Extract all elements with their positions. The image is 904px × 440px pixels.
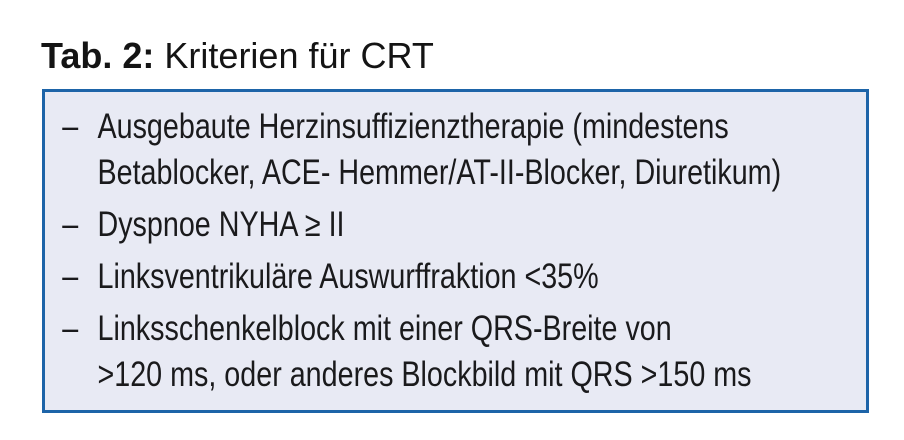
- item-line: Linksschenkelblock mit einer QRS-Breite von: [97, 309, 672, 348]
- item-line: Linksventrikuläre Auswurffraktion <35%: [97, 257, 599, 296]
- table-caption-number: Tab. 2:: [41, 35, 155, 76]
- list-item-text: [97, 202, 869, 248]
- item-line: Dyspnoe NYHA ≥ II: [97, 205, 345, 244]
- criteria-list: [45, 92, 869, 398]
- item-line: Betablocker, ACE- Hemmer/AT-II-Blocker, Diuretikum): [97, 153, 782, 192]
- item-line: >120 ms, oder anderes Blockbild mit QRS >150 ms: [97, 355, 752, 394]
- list-item-text: [97, 306, 869, 398]
- dash-marker: –: [62, 309, 79, 348]
- list-item: [62, 306, 869, 398]
- dash-marker: –: [62, 257, 79, 296]
- list-item-text: [97, 254, 869, 300]
- item-line: Ausgebaute Herzinsuffizienztherapie (mindestens: [97, 107, 729, 146]
- list-item: [62, 202, 869, 248]
- list-item: [62, 254, 869, 300]
- table-caption-text: Kriterien für CRT: [164, 35, 434, 76]
- table-caption: [41, 36, 434, 76]
- list-item-text: [97, 104, 869, 196]
- dash-marker: –: [62, 205, 79, 244]
- dash-marker: –: [62, 107, 79, 146]
- list-item: [62, 104, 869, 196]
- criteria-box: [42, 89, 869, 413]
